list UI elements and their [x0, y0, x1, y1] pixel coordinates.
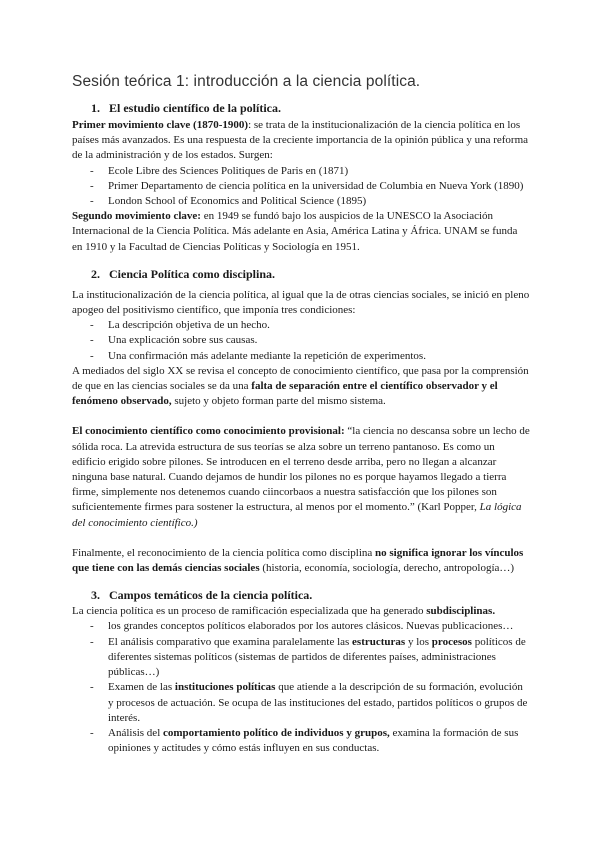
- list-item: - Ecole Libre des Sciences Politiques de Paris en (1871): [72, 164, 530, 179]
- section-1-paragraph-2: Segundo movimiento clave: en 1949 se fundó bajo los auspicios de la UNESCO la Asociación Internacional de la Ciencia Política. Más adelante en Asia, América Latina y África. UNAM se funda en 1910 y la Facultad de Ciencias Políticas y Sociología en 1951.: [72, 210, 518, 253]
- list-item: - Una confirmación más adelante mediante la repetición de experimentos.: [72, 349, 530, 364]
- section-2-paragraph-1: La institucionalización de la ciencia política, al igual que la de otras ciencias sociales, se inició en pleno apogeo del positivismo científico, que imponía tres condiciones:: [72, 288, 530, 317]
- popper-quote-paragraph: El conocimiento científico como conocimiento provisional: “la ciencia no descansa sobre un lecho de sólida roca. La atrevida estructura de sus teorías se alza sobre un terreno pantanoso. Es como un edificio erigido sobre pilones. Se introducen en el terreno desde arriba, pero no llegan a alcanzar ninguna base natural. Cuando dejamos de hundir los pilones no es porque hayamos llegado a tierra firme, simplemente nos detenemos cuando ciincorbaos a nuestra satisfacción que los pilones son suficientemente firmes para sostener la estructura, al menos por el momento.” (Karl Popper, La lógica del conocimiento científico.): [72, 425, 530, 529]
- institutions-list: [72, 164, 530, 210]
- section-2-paragraph-4: Finalmente, el reconocimiento de la ciencia política como disciplina no significa ignorar los vínculos que tiene con las demás ciencias sociales (historia, economía, sociología, derecho, antropología…): [72, 546, 524, 575]
- book-citation: La lógica del conocimiento científico.): [72, 501, 522, 529]
- list-item: - Análisis del comportamiento político de individuos y grupos, examina la formación de sus opiniones y actitudes y cómo estás influyen en sus conductas.: [72, 726, 530, 756]
- paragraph-gap: [72, 409, 530, 424]
- section-1-number: 1.: [91, 101, 100, 115]
- list-item: - Una explicación sobre sus causas.: [72, 333, 530, 348]
- page-title: Sesión teórica 1: introducción a la ciencia política.: [72, 73, 421, 90]
- section-2-heading: [72, 266, 530, 282]
- list-item: - los grandes conceptos políticos elaborados por los autores clásicos. Nuevas publicaciones…: [72, 619, 530, 634]
- first-movement-label: Primer movimiento clave (1870-1900): [72, 119, 249, 131]
- section-1-title: El estudio científico de la política.: [109, 101, 281, 115]
- second-movement-label: Segundo movimiento clave:: [72, 210, 201, 223]
- section-2-number: 2.: [91, 266, 100, 281]
- section-2-title: Ciencia Política como disciplina.: [109, 266, 275, 281]
- list-item: - Examen de las instituciones políticas que atiende a la descripción de su formación, evolución y procesos de actuación. Se ocupa de las instituciones del estado, partidos políticos o grupos de interés.: [72, 680, 530, 726]
- section-1-heading: [72, 100, 530, 116]
- section-3-paragraph-1: La ciencia política es un proceso de ramificación especializada que ha generado subdisciplinas.: [72, 605, 496, 618]
- list-item: - La descripción objetiva de un hecho.: [72, 318, 530, 333]
- section-2-paragraph-2: A mediados del siglo XX se revisa el concepto de conocimiento científico, que pasa por la comprensión de que en las ciencias sociales se da una falta de separación entre el científico observador y el fenómeno observado, sujeto y objeto forman parte del mismo sistema.: [72, 364, 529, 408]
- section-3-title: Campos temáticos de la ciencia política.: [109, 588, 313, 603]
- provisional-knowledge-label: El conocimiento científico como conocimiento provisional:: [72, 425, 345, 438]
- list-item: - Primer Departamento de ciencia política en la universidad de Columbia en Nueva York (1890): [72, 179, 530, 194]
- section-3-number: 3.: [91, 588, 100, 603]
- list-item: - London School of Economics and Political Science (1895): [72, 194, 530, 209]
- section-1-paragraph-1: Primer movimiento clave (1870-1900): se trata de la institucionalización de la ciencia política en los países más avanzados. Es una respuesta de la creciente importancia de la opinión pública y una reforma de la administración y de los estados. Surgen:: [72, 119, 529, 162]
- paragraph-gap: [72, 531, 530, 546]
- document-page: [72, 72, 530, 756]
- list-item: - El análisis comparativo que examina paralelamente las estructuras y los procesos políticos de diferentes sistemas políticos (sistemas de partidos de diferentes países, administraciones públicas…): [72, 635, 530, 681]
- subdisciplines-list: [72, 619, 530, 756]
- positivism-conditions-list: [72, 318, 530, 364]
- section-3-heading: [72, 587, 530, 603]
